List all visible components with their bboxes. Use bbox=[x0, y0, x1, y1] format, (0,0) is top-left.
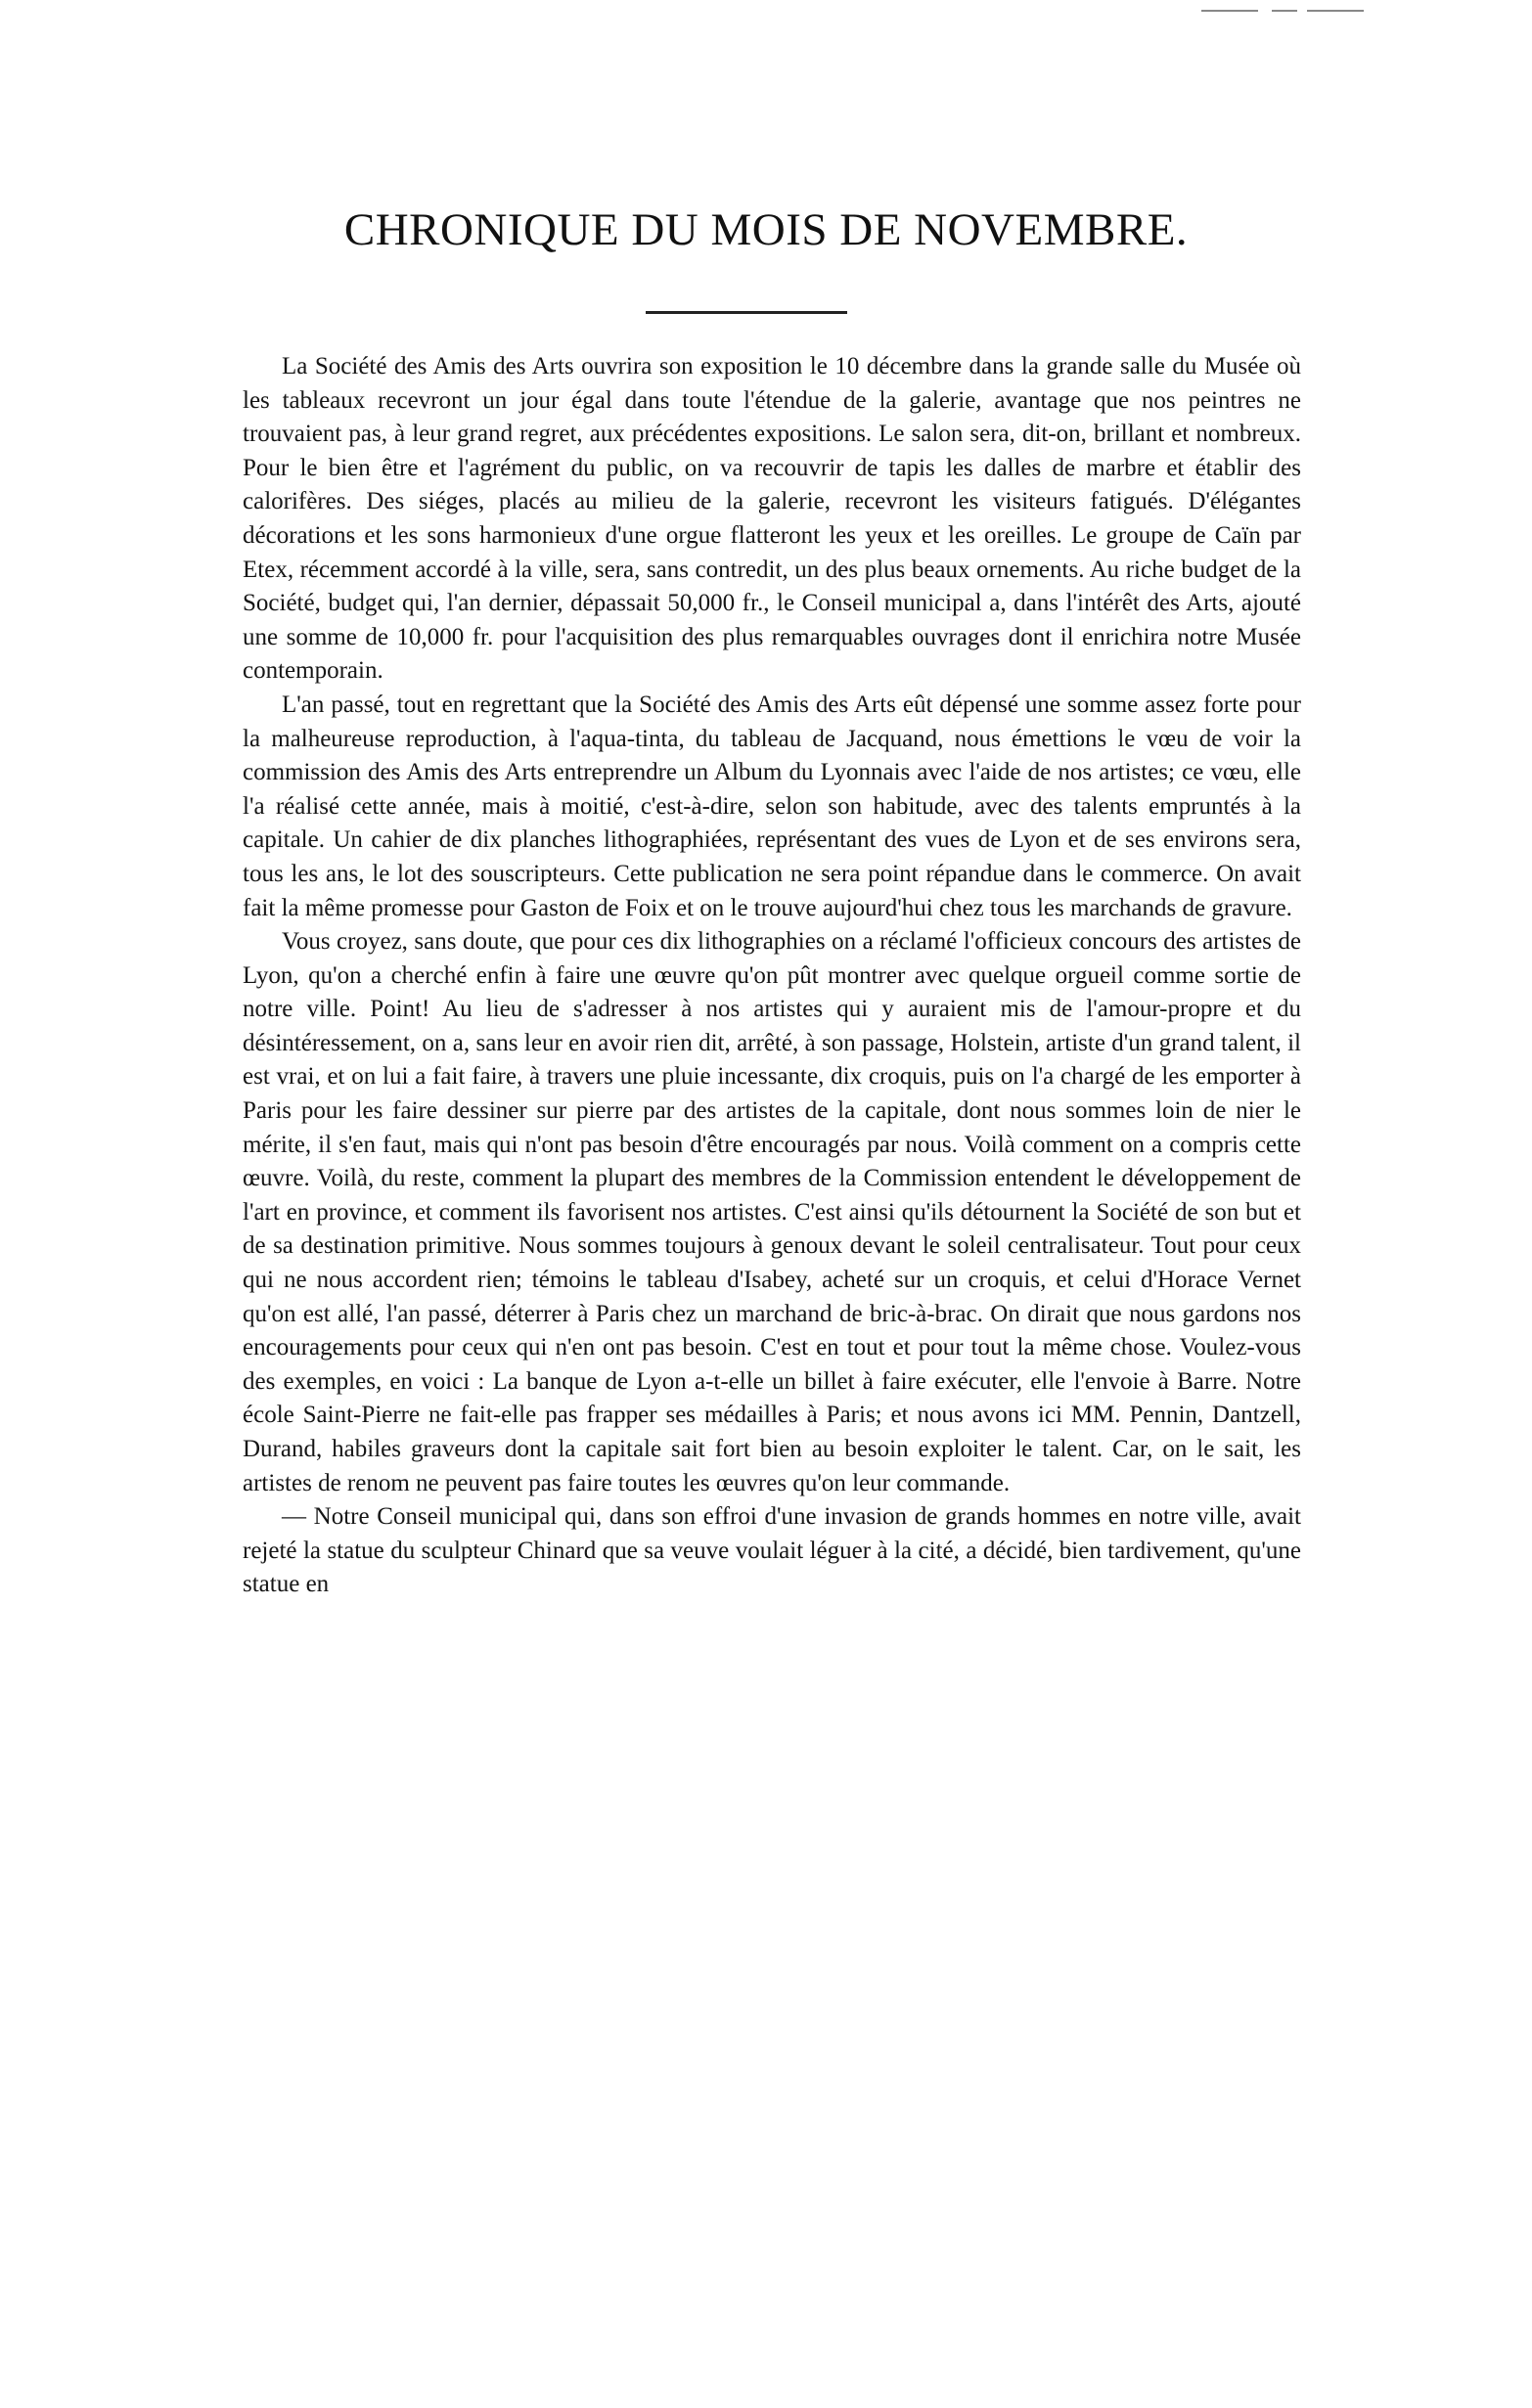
paragraph-album: L'an passé, tout en regrettant que la Société des Amis des Arts eût dépensé une somme assez forte pour la malheureuse reproduction, à l'aqua-tinta, du tableau de Jacquand, nous émettions le vœu de voir la commission des Amis des Arts entreprendre un Album du Lyonnais avec l'aide de nos artistes; ce vœu, elle l'a réalisé cette année, mais à moitié, c'est-à-dire, selon son habitude, avec des talents empruntés à la capitale. Un cahier de dix planches lithographiées, représentant des vues de Lyon et de ses environs sera, tous les ans, le lot des souscripteurs. Cette publication ne sera point répandue dans le commerce. On avait fait la même promesse pour Gaston de Foix et on le trouve aujourd'hui chez tous les marchands de gravure. bbox=[243, 691, 1301, 921]
paragraph-lithographies: Vous croyez, sans doute, que pour ces dix lithographies on a réclamé l'officieux concours des artistes de Lyon, qu'on a cherché enfin à faire une œuvre qu'on pût montrer avec quelque orgueil comme sortie de notre ville. Point! Au lieu de s'adresser à nos artistes qui y auraient mis de l'amour-propre et du désintéressement, on a, sans leur en avoir rien dit, arrêté, à son passage, Holstein, artiste d'un grand talent, il est vrai, et on lui a fait faire, à travers une pluie incessante, dix croquis, puis on l'a chargé de les emporter à Paris pour les faire dessiner sur pierre par des artistes de la capitale, dont nous sommes loin de nier le mérite, il s'en faut, mais qui n'ont pas besoin d'être encouragés par nous. Voilà comment on a compris cette œuvre. Voilà, du reste, comment la plupart des membres de la Commission entendent le développement de l'art en province, et comment ils favorisent nos artistes. C'est ainsi qu'ils détournent la Société de son but et de sa destination primitive. Nous sommes toujours à genoux devant le soleil centralisateur. Tout pour ceux qui ne nous accordent rien; témoins le tableau d'Isabey, acheté sur un croquis, et celui d'Horace Vernet qu'on est allé, l'an passé, déterrer à Paris chez un marchand de bric-à-brac. On dirait que nous gardons nos encouragements pour ceux qui n'en ont pas besoin. C'est en tout et pour tout la même chose. Voulez-vous des exemples, en voici : La banque de Lyon a-t-elle un billet à faire exécuter, elle l'envoie à Barre. Notre école Saint-Pierre ne fait-elle pas frapper ses médailles à Paris; et nous avons ici MM. Pennin, Dantzell, Durand, habiles graveurs dont la capitale sait fort bien au besoin exploiter le talent. Car, on le sait, les artistes de renom ne peuvent pas faire toutes les œuvres qu'on leur commande. bbox=[243, 928, 1301, 1496]
top-edge-rule bbox=[1307, 10, 1364, 12]
top-edge-rule bbox=[1272, 10, 1297, 12]
article-body bbox=[243, 350, 1301, 1602]
top-edge-rule bbox=[1201, 10, 1258, 12]
paragraph-conseil-municipal: — Notre Conseil municipal qui, dans son effroi d'une invasion de grands hommes en notre ville, avait rejeté la statue du sculpteur Chinard que sa veuve voulait léguer à la cité, a décidé, bien tardivement, qu'une statue en bbox=[243, 1503, 1301, 1598]
paragraph-exposition: La Société des Amis des Arts ouvrira son exposition le 10 décembre dans la grande salle du Musée où les tableaux recevront un jour égal dans toute l'étendue de la galerie, avantage que nos peintres ne trouvaient pas, à leur grand regret, aux précédentes expositions. Le salon sera, dit-on, brillant et nombreux. Pour le bien être et l'agrément du public, on va recouvrir de tapis les dalles de marbre et établir des calorifères. Des siéges, placés au milieu de la galerie, recevront les visiteurs fatigués. D'élégantes décorations et les sons harmonieux d'une orgue flatteront les yeux et les oreilles. Le groupe de Caïn par Etex, récemment accordé à la ville, sera, sans contredit, un des plus beaux ornements. Au riche budget de la Société, budget qui, l'an dernier, dépassait 50,000 fr., le Conseil municipal a, dans l'intérêt des Arts, ajouté une somme de 10,000 fr. pour l'acquisition des plus remarquables ouvrages dont il enrichira notre Musée contemporain. bbox=[243, 353, 1301, 685]
chapter-title: CHRONIQUE DU MOIS DE NOVEMBRE. bbox=[343, 204, 1189, 255]
title-divider bbox=[646, 311, 847, 314]
